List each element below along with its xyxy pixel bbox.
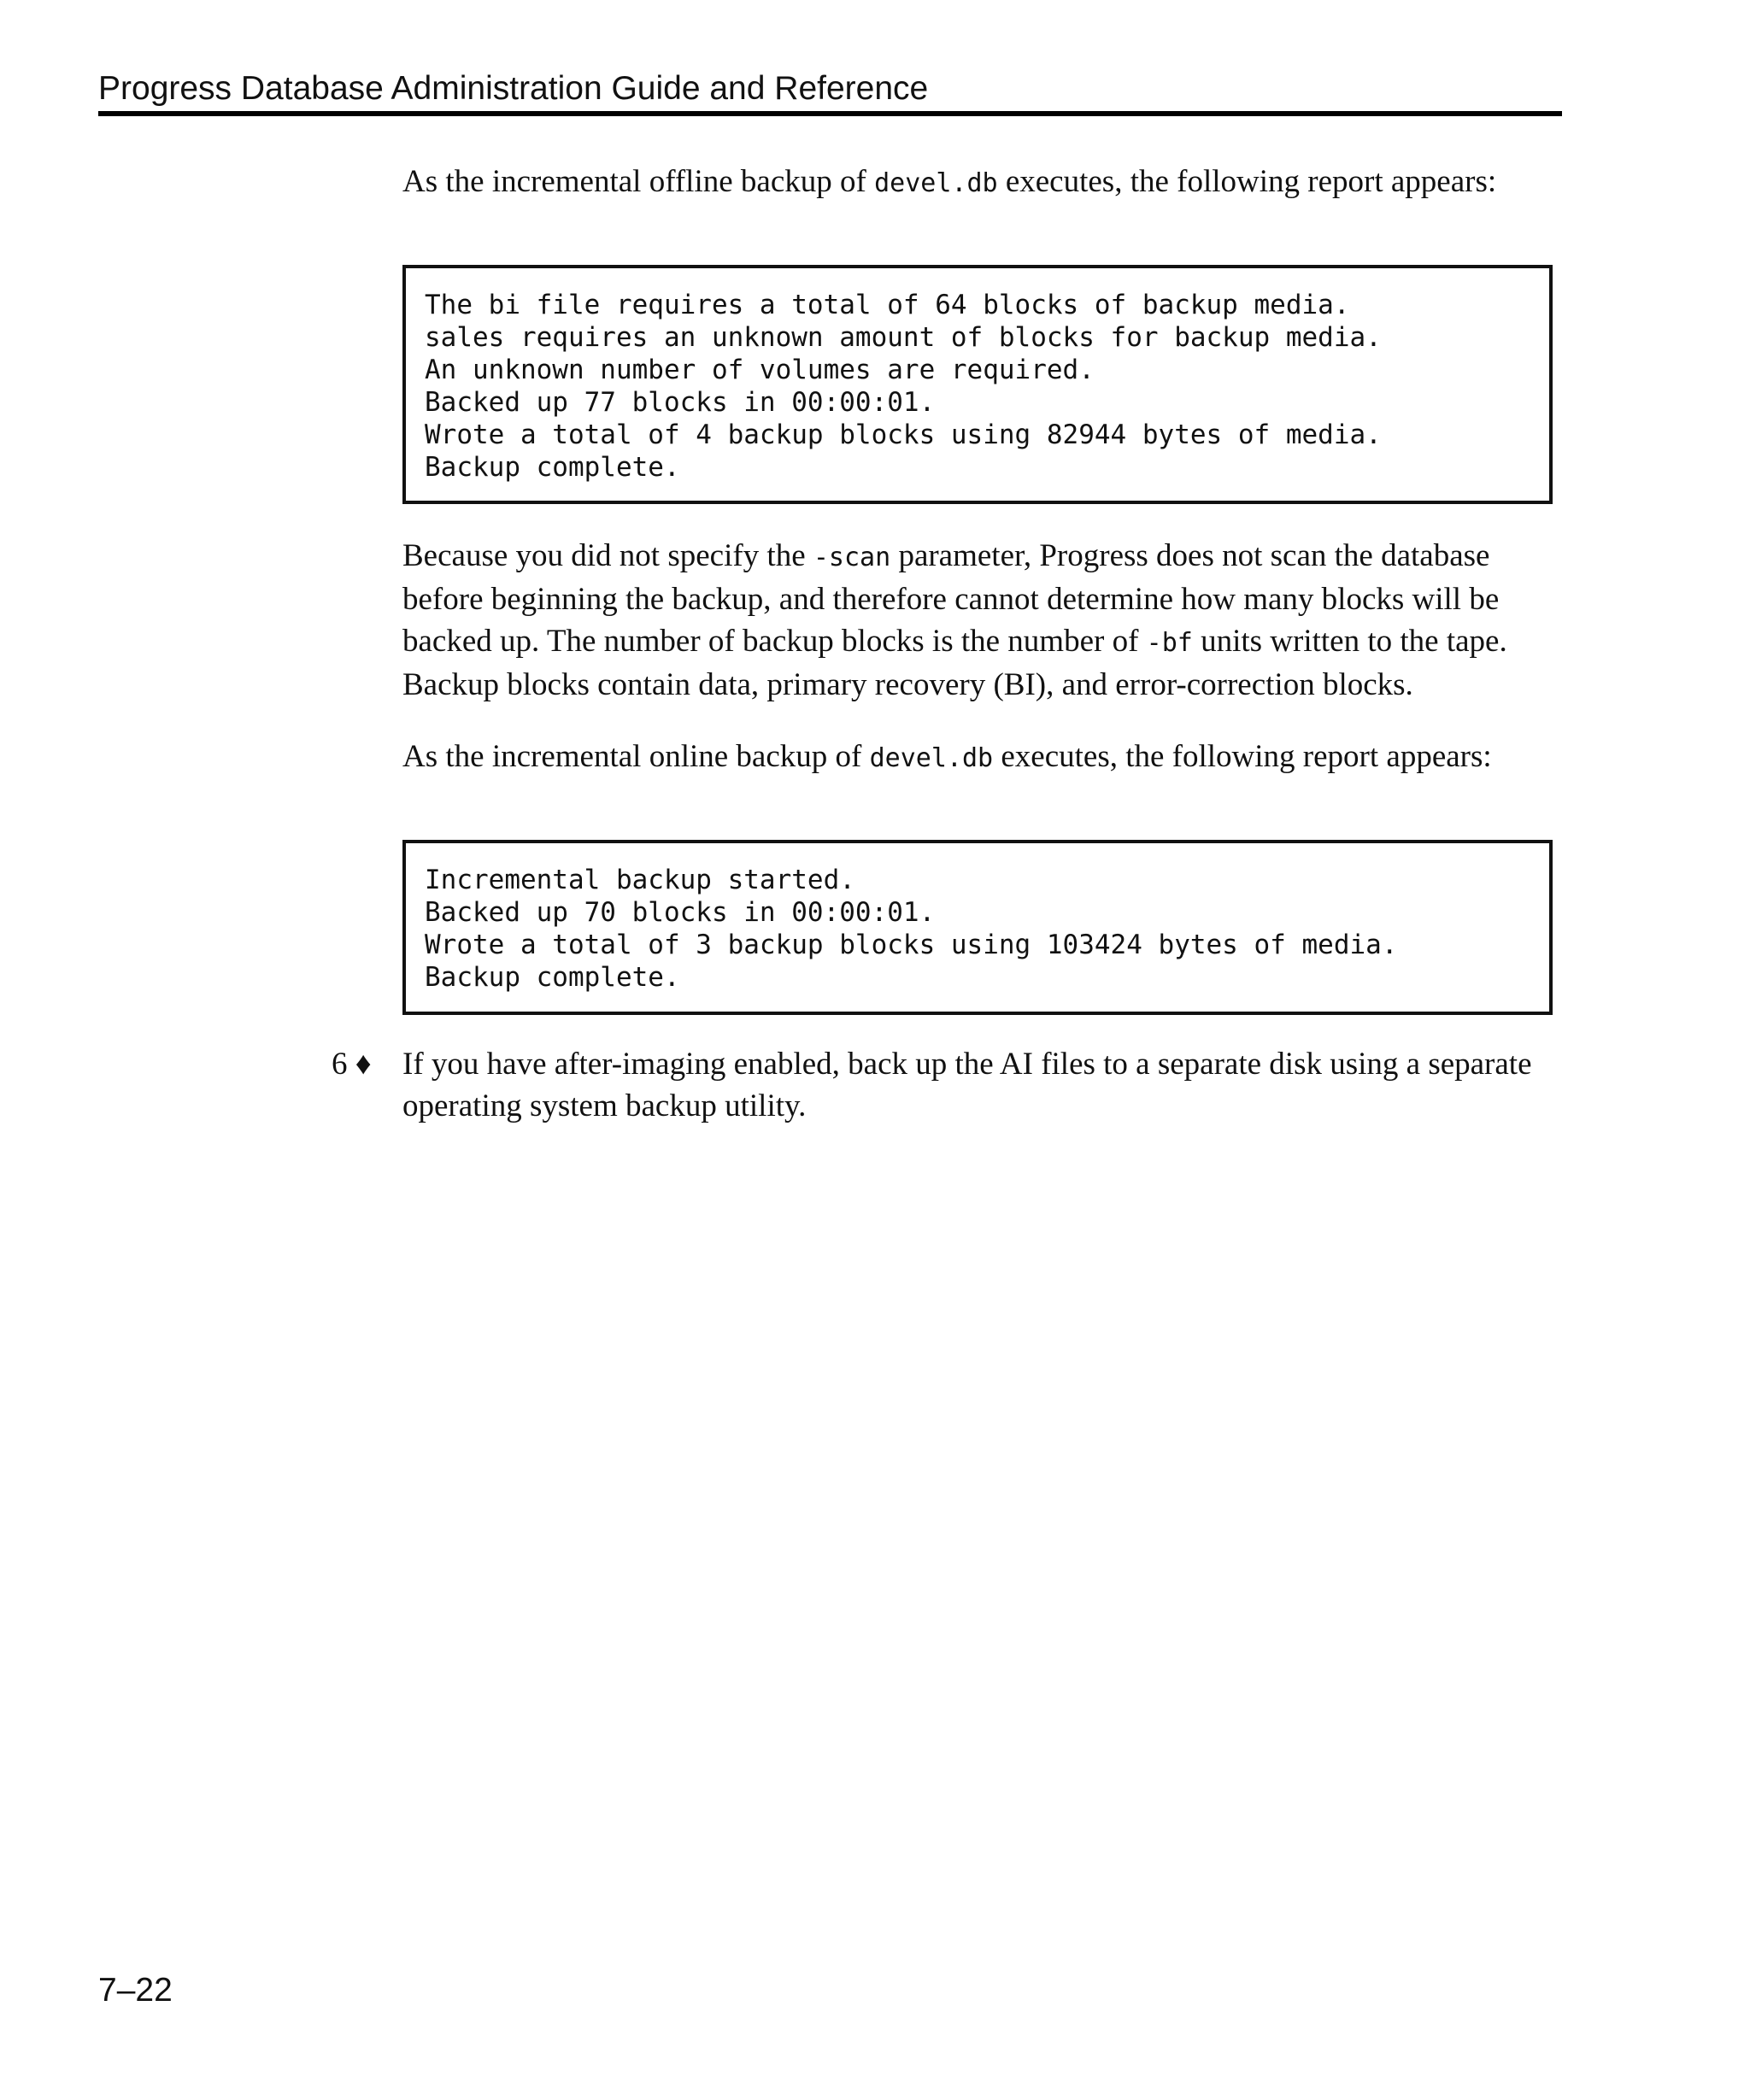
report-line: Backed up 77 blocks in 00:00:01. — [425, 387, 936, 418]
explanation-part3: units written to the tape. Backup blocks contain data, primary recovery (BI), and error-correction blocks. — [402, 624, 1507, 702]
report-line: The bi file requires a total of 64 blocks of backup media. — [425, 290, 1350, 320]
intro-online-code: devel.db — [869, 743, 994, 773]
report-line: An unknown number of volumes are required. — [425, 355, 1095, 385]
report-line: sales requires an unknown amount of blocks for backup media. — [425, 322, 1382, 353]
intro-offline-text-before: As the incremental offline backup of — [402, 164, 875, 199]
intro-offline-text-after: executes, the following report appears: — [997, 164, 1497, 199]
online-report-box — [402, 840, 1553, 1015]
intro-offline-paragraph — [402, 161, 1566, 204]
intro-offline-code: devel.db — [874, 168, 998, 198]
explanation-paragraph — [402, 535, 1566, 706]
intro-online-text-before: As the incremental online backup of — [402, 739, 870, 774]
bf-parameter-code: -bf — [1146, 628, 1193, 658]
offline-report-box — [402, 265, 1553, 504]
report-line: Wrote a total of 4 backup blocks using 82944 bytes of media. — [425, 419, 1382, 450]
report-line: Backup complete. — [425, 962, 680, 993]
explanation-part1: Because you did not specify the — [402, 538, 813, 573]
explanation-part2: parameter, Progress does not scan the database before beginning the backup, and therefore cannot determine how many blocks will be backed up. The number of backup blocks is the number of — [402, 538, 1500, 659]
header-title: Progress Database Administration Guide and Reference — [98, 70, 929, 107]
scan-parameter-code: -scan — [813, 543, 891, 572]
step-6-text: If you have after-imaging enabled, back up the AI files to a separate disk using a separate operating system backup utility. — [402, 1047, 1532, 1123]
step-number-marker: 6 ♦ — [332, 1047, 372, 1082]
report-line: Wrote a total of 3 backup blocks using 103424 bytes of media. — [425, 930, 1398, 960]
page-header — [98, 67, 1562, 116]
intro-online-text-after: executes, the following report appears: — [993, 739, 1492, 774]
report-line: Backup complete. — [425, 452, 680, 483]
intro-online-paragraph — [402, 736, 1566, 779]
page-number: 7–22 — [98, 1972, 173, 2009]
report-line: Incremental backup started. — [425, 865, 855, 895]
report-line: Backed up 70 blocks in 00:00:01. — [425, 897, 936, 928]
